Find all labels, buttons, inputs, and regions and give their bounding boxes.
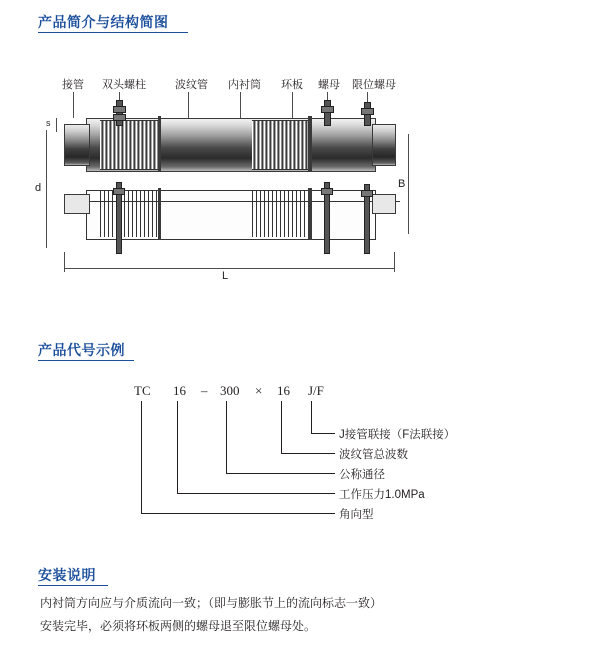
pipe-stub-left-section	[64, 194, 90, 214]
code-part-0: TC	[134, 383, 151, 398]
dim-line-L	[64, 268, 394, 269]
bellows-left-section	[100, 191, 158, 237]
section-title-code: 产品代号示例	[38, 342, 125, 358]
code-leader-v-0	[311, 401, 312, 433]
structure-diagram	[35, 70, 460, 290]
pipe-stub-right	[372, 124, 396, 166]
code-leader-h-1	[281, 453, 335, 454]
code-designation-diagram	[120, 375, 520, 535]
install-note-0: 内衬筒方向应与介质流向一致；（即与膨胀节上的流向标志一致）	[40, 596, 383, 610]
code-note-4: 角向型	[339, 509, 374, 521]
code-leader-v-4	[141, 401, 142, 513]
callout-label-3: 内衬筒	[228, 79, 261, 91]
nut-far-right-section	[361, 190, 373, 197]
code-leader-h-0	[311, 433, 335, 434]
install-notes	[40, 595, 560, 641]
code-note-0: J接管联接（F法联接）	[339, 429, 456, 441]
install-note-1: 安装完毕，必须将环板两侧的螺母退至限位螺母处。	[40, 619, 317, 633]
dim-tick-L-right	[394, 252, 395, 272]
section-title-install: 安装说明	[38, 567, 96, 583]
ring-plate-top-2	[158, 116, 161, 172]
nut-right-section	[321, 188, 333, 195]
limit-nut-far-right-top	[361, 108, 374, 115]
section-underline-code	[38, 360, 134, 361]
nut-left-top	[113, 106, 126, 113]
dim-label-d: d	[35, 182, 42, 194]
dim-label-L: L	[222, 270, 229, 282]
pipe-stub-left	[64, 124, 90, 166]
code-part-4: ×	[255, 383, 263, 398]
dim-label-s: s	[46, 118, 51, 128]
dim-tick-L-left	[64, 252, 65, 272]
dim-line-s	[56, 118, 57, 132]
callout-label-6: 限位螺母	[352, 79, 396, 91]
code-leader-v-3	[177, 401, 178, 493]
code-note-3: 工作压力1.0MPa	[339, 489, 425, 501]
callout-label-4: 环板	[281, 79, 303, 91]
nut-left-section	[113, 188, 125, 195]
code-note-1: 波纹管总波数	[339, 449, 408, 461]
bellows-right-top	[252, 120, 310, 170]
code-part-1: 16	[173, 383, 186, 398]
dim-line-B	[408, 134, 409, 234]
ring-plate-section-2	[308, 188, 312, 240]
callout-label-2: 波纹管	[175, 79, 208, 91]
callout-label-1: 双头螺柱	[102, 79, 146, 91]
code-leader-h-4	[141, 513, 335, 514]
code-leader-v-2	[226, 401, 227, 473]
stud-bolt-right-top	[324, 100, 331, 126]
section-title-structure: 产品简介与结构简图	[38, 14, 169, 30]
leader-line-0	[73, 92, 74, 118]
bellows-left-top	[100, 120, 158, 170]
pipe-stub-right-section	[372, 194, 396, 214]
ring-plate-section	[158, 188, 161, 240]
code-note-2: 公称通径	[339, 469, 385, 481]
callout-label-0: 接管	[62, 79, 84, 91]
dim-line-d	[46, 130, 47, 248]
nut-right-top	[321, 106, 334, 113]
code-leader-h-2	[226, 473, 335, 474]
ring-plate-top	[308, 116, 312, 172]
code-part-2: –	[201, 383, 208, 398]
section-underline-install	[38, 585, 108, 586]
code-part-6: J/F	[308, 383, 324, 398]
code-leader-v-1	[281, 401, 282, 453]
code-part-3: 300	[220, 383, 240, 398]
bellows-right-section	[252, 191, 310, 237]
section-underline-structure	[38, 32, 188, 33]
dim-label-B: B	[398, 178, 406, 190]
code-leader-h-3	[177, 493, 335, 494]
code-part-5: 16	[277, 383, 290, 398]
stud-bolt-left-top	[116, 100, 123, 126]
callout-label-5: 螺母	[318, 79, 340, 91]
limit-nut-left-top	[113, 114, 126, 121]
